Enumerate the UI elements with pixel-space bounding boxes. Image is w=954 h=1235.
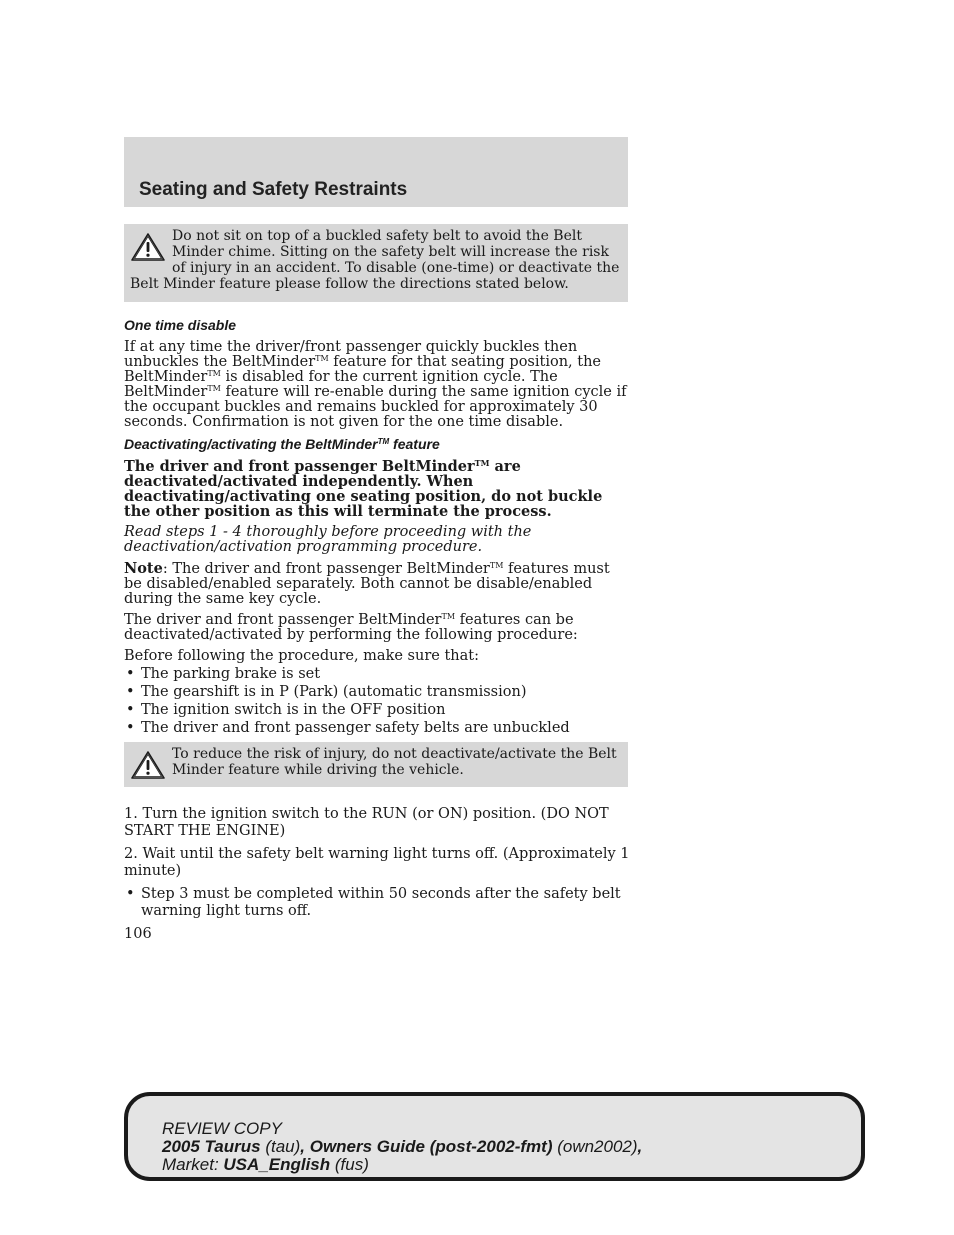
- text-span: feature will re-enable during the same ignition cycle if the occupant buckles and remains buckled for approximately 30 seconds. Confirmation is not given for the one time disable.: [124, 384, 627, 430]
- text-span: , Owners Guide (post-2002-fmt): [300, 1137, 553, 1156]
- text-span: Market:: [162, 1155, 224, 1174]
- step-2: 2. Wait until the safety belt warning light turns off. (Approximately 1 minute): [124, 846, 630, 879]
- procedure-intro: [124, 613, 630, 643]
- trademark-mark: TM: [207, 369, 221, 378]
- text-span: If at any time the driver/front passenger quickly buckles then unbuckles the BeltMinder: [124, 339, 578, 370]
- italic-instruction: Read steps 1 - 4 thoroughly before proceeding with the deactivation/activation programming procedure.: [124, 524, 532, 555]
- text-span: is disabled for the current ignition cycle. The BeltMinder: [124, 369, 558, 400]
- note-paragraph: [124, 561, 630, 607]
- warning-box-belt-minder: [124, 224, 628, 302]
- list-item: • The driver and front passenger safety belts are unbuckled: [124, 721, 630, 736]
- before-procedure: Before following the procedure, make sure that:: [124, 648, 479, 664]
- note-label: Note: [124, 560, 163, 577]
- list-item: • Step 3 must be completed within 50 seconds after the safety belt warning light turns off.: [124, 886, 630, 920]
- text-span: (own2002): [552, 1137, 638, 1156]
- review-copy-footer: [124, 1092, 865, 1181]
- text-span: 2005 Taurus: [162, 1137, 261, 1156]
- page-number: 106: [124, 926, 152, 942]
- footer-market-line: [162, 1156, 861, 1174]
- list-item: • The parking brake is set: [124, 667, 630, 682]
- warning-text: To reduce the risk of injury, do not deactivate/activate the Belt Minder feature while driving the vehicle.: [172, 746, 617, 778]
- bold-instruction: [124, 459, 630, 519]
- trademark-mark: TM: [207, 384, 221, 393]
- text-span: feature for that seating position, the BeltMinder: [124, 354, 602, 385]
- footer-document-line: [162, 1138, 861, 1156]
- text-span: : The driver and front passenger BeltMinder: [162, 561, 490, 577]
- text-span: ,: [637, 1137, 643, 1156]
- step-note-list: [124, 886, 630, 920]
- warning-triangle-icon: [130, 232, 166, 262]
- text-span: features can be deactivated/activated by performing the following procedure:: [124, 612, 578, 643]
- list-item: • The gearshift is in P (Park) (automatic transmission): [124, 685, 630, 700]
- trademark-mark: TM: [315, 354, 329, 363]
- section-header-band: [124, 137, 628, 207]
- text-span: (tau): [260, 1137, 301, 1156]
- paragraph-one-time: [124, 340, 630, 430]
- step-1: 1. Turn the ignition switch to the RUN (or ON) position. (DO NOT START THE ENGINE): [124, 806, 609, 839]
- text-span: (fus): [330, 1155, 369, 1174]
- warning-box-wrapper: [124, 742, 630, 796]
- page-body: [124, 317, 630, 926]
- precondition-list: [124, 667, 630, 736]
- warning-triangle-icon: [130, 750, 166, 780]
- heading-one-time-disable: One time disable: [124, 317, 237, 333]
- trademark-mark: TM: [474, 458, 490, 468]
- trademark-mark: TM: [441, 612, 456, 621]
- warning-text: Do not sit on top of a buckled safety belt to avoid the Belt Minder chime. Sitting on the safety belt will increase the risk of injury in an accident. To disable (one-time) or deactivate the Belt Minder feature please follow the directions stated below.: [130, 228, 620, 292]
- trademark-mark: TM: [377, 437, 390, 446]
- warning-box-driving: [124, 742, 628, 787]
- text-span: feature: [389, 436, 440, 452]
- text-span: are deactivated/activated independently. When deactivating/activating one seating position, do not buckle the other position as this will terminate the process.: [124, 458, 603, 520]
- text-span: USA_English: [223, 1155, 331, 1174]
- trademark-mark: TM: [489, 561, 504, 570]
- list-item: • The ignition switch is in the OFF position: [124, 703, 630, 718]
- section-title: Seating and Safety Restraints: [139, 179, 408, 200]
- text-span: The driver and front passenger BeltMinder: [124, 612, 442, 628]
- text-span: Deactivating/activating the BeltMinder: [124, 436, 378, 452]
- heading-deactivating: [124, 436, 630, 453]
- text-span: features must be disabled/enabled separately. Both cannot be disable/enabled during the same key cycle.: [124, 561, 610, 607]
- footer-review-copy: REVIEW COPY: [162, 1119, 282, 1138]
- text-span: The driver and front passenger BeltMinder: [124, 458, 475, 475]
